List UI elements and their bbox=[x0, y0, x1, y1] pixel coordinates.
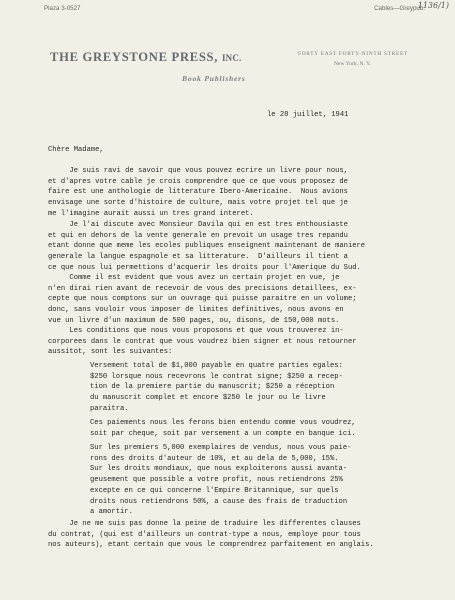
company-suffix: INC. bbox=[221, 53, 242, 63]
terms-payment: Versement total de $1,000 payable en quatre parties egales: $250 lorsque nous recevrons le contrat signe; $250 a recep- tion de la premiere partie du manuscrit; $250 a réception du manuscrit complet et encore $250 le jour ou le livre paraitra. bbox=[90, 362, 343, 413]
paragraph-1: Je suis ravi de savoir que vous pouvez ecrire un livre pour nous, et d'apres votre cable je crois comprendre que ce que vous proposez de faire est une anthologie de litterature Ibero-Americaine. Nous avions envisage une sorte d'histoire de culture, mais votre projet tel que je me l'imagine aurait aussi un tres grand interet. bbox=[48, 167, 348, 218]
company-subtitle: Book Publishers bbox=[182, 74, 246, 83]
salutation: Chère Madame, bbox=[48, 146, 104, 154]
letter-date: le 28 juillet, 1941 bbox=[267, 111, 349, 119]
paragraph-5: Je ne me suis pas donne la peine de traduire les differentes clauses du contrat, (qui est d'ailleurs un contrat-type a nous, employe pour tous nos auteurs), etant certain que vous le comprendrez parfaitement en anglais. bbox=[48, 520, 374, 550]
paragraph-4: Les conditions que nous vous proposons et que vous trouverez in- corporees dans le contrat que vous voudrez bien signer et nous retourner aussitot, sont les suivantes: bbox=[48, 327, 357, 357]
paragraph-3: Comme il est evident que vous avez un certain projet en vue, je n'en dirai rien avant de recevoir de vous des precisions detaillees, ex- cepte que nous comptons sur un ouvrage qui puisse paraitre en un volume; donc, sans vouloir vous imposer de limites definitives, nous avons en vue un livre d'un maximum de 500 pages, ou, disons, de 150,000 mots. bbox=[48, 274, 357, 325]
company-name bbox=[50, 50, 242, 65]
street-address: FORTY EAST FORTY-NINTH STREET bbox=[298, 51, 408, 57]
terms-royalties: Sur les premiers 5,000 exemplaires de vendus, nous vous paie- rons des droits d'auteur de 10%, et au dela de 5,000, 15%. Sur les droits mondiaux, que nous exploiterons aussi avanta- geusement que possible a votre profit, nous retiendrons 25% excepte en ce qui concerne l'Empire Britannique, sur quels droits nous retiendrons 50%, a cause des frais de traduction a amortir. bbox=[90, 444, 352, 517]
handwritten-note: 1136/1) bbox=[417, 1, 449, 10]
terms-method: Ces paiements nous les ferons bien entendu comme vous voudrez, soit par cheque, soit par versement a un compte en banque ici. bbox=[90, 419, 356, 438]
city: New York, N. Y. bbox=[334, 61, 371, 67]
company-name-main: THE GREYSTONE PRESS, bbox=[50, 50, 219, 64]
phone-number: Plaza 3-0527 bbox=[44, 5, 81, 12]
cable-address: Cables—Greypub. bbox=[374, 5, 425, 12]
paragraph-2: Je l'ai discute avec Monsieur Davila qui en est tres enthousiaste et qui en dehors de la vente generale en prevoit un usage tres repandu etant donne que meme les ecoles publiques enseignent maintenant de maniere generale la langue espagnole et sa litterature. D'ailleurs il tient a ce que nous lui permettions d'acquerir les droits pour l'Amerique du Sud. bbox=[48, 221, 366, 272]
